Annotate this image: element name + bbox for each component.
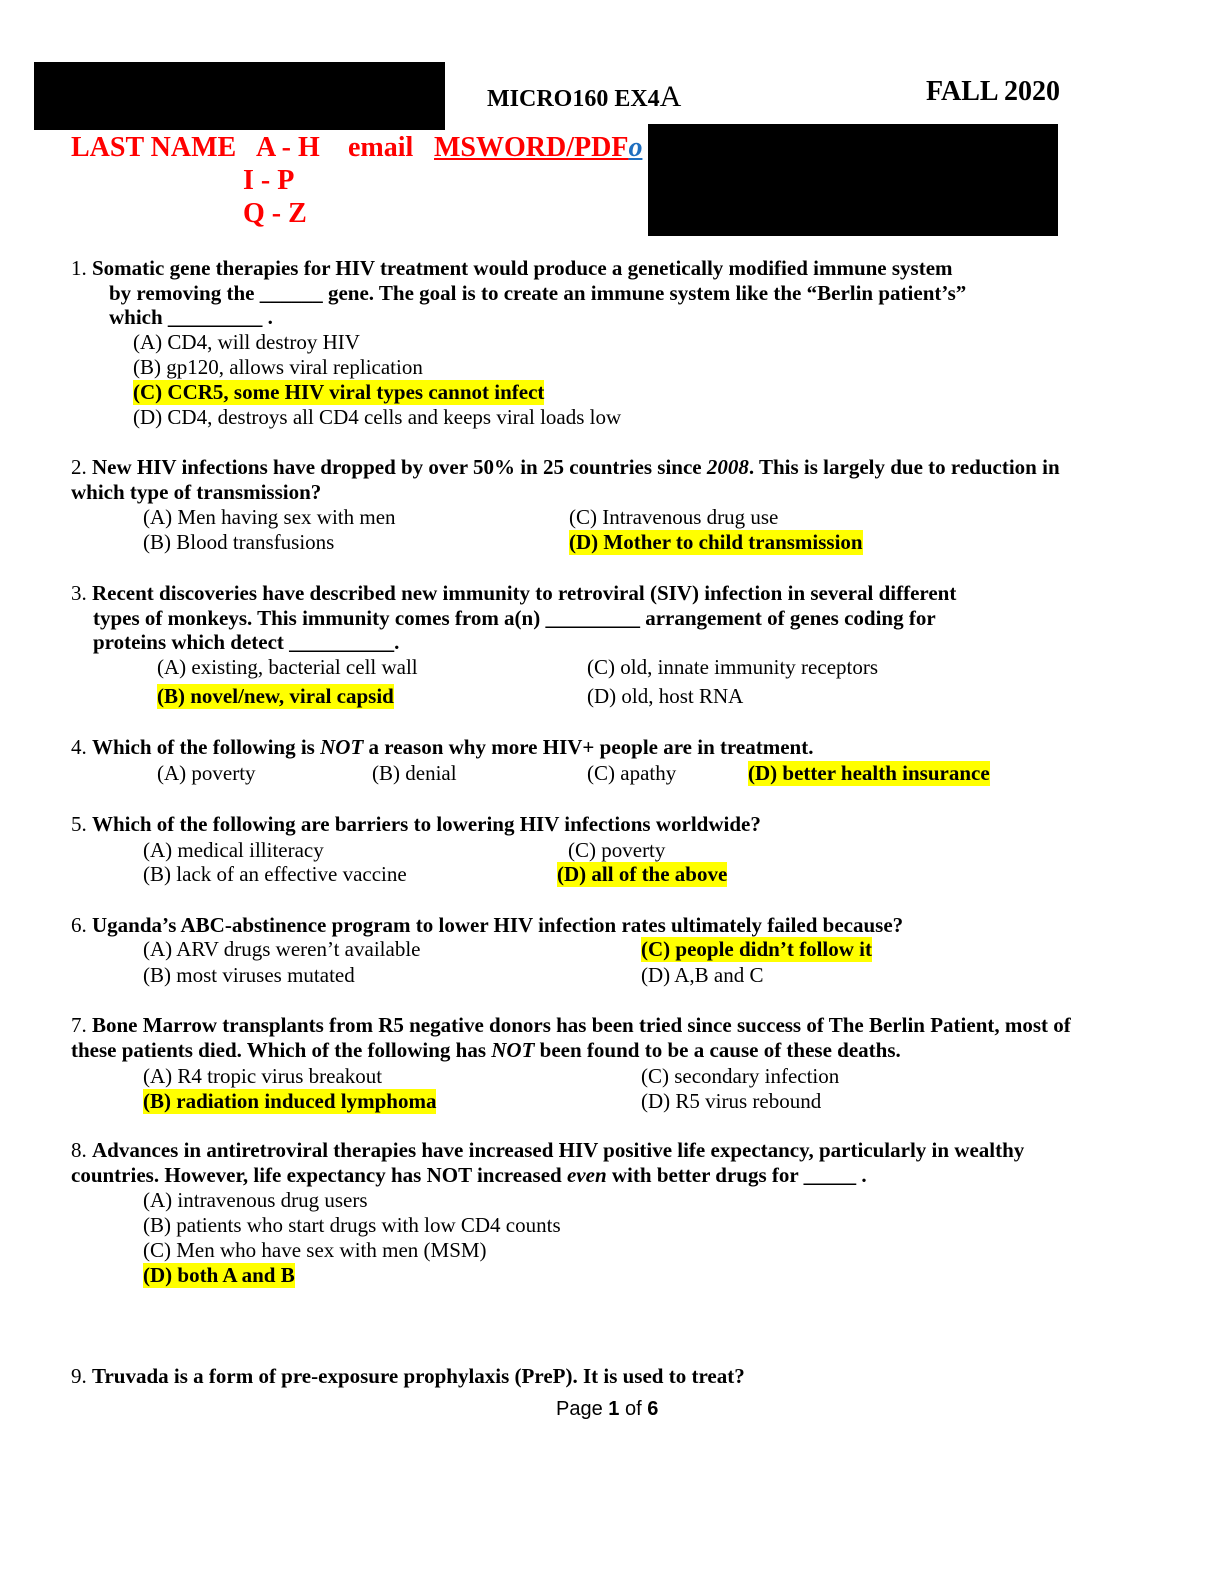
answer-option: (C) secondary infection: [641, 1064, 840, 1088]
answer-option: (B) denial: [372, 761, 457, 785]
answer-option-correct: (D) all of the above: [557, 862, 728, 886]
question-text: by removing the ______ gene. The goal is to create an immune system like the “Berlin patient’s”: [109, 281, 967, 305]
answer-option-correct: (C) people didn’t follow it: [641, 937, 872, 961]
redacted-block-top-left: [34, 62, 445, 130]
page-number: 1: [608, 1398, 620, 1420]
question-number: 2.: [71, 455, 87, 479]
question-3: [71, 581, 956, 606]
email-label: email: [348, 132, 414, 163]
question-number: 4.: [71, 735, 87, 759]
answer-option: (D) old, host RNA: [587, 684, 744, 708]
answer-option: (C) Men who have sex with men (MSM): [143, 1238, 487, 1262]
answer-option: (D) A,B and C: [641, 963, 764, 987]
question-8: [71, 1138, 1024, 1163]
answer-option: (C) old, innate immunity receptors: [587, 655, 879, 679]
answer-option: (C) Intravenous drug use: [569, 505, 779, 529]
answer-option: (A) CD4, will destroy HIV: [133, 330, 360, 354]
question-text: Bone Marrow transplants from R5 negative donors has been tried since success of The Berlin Patient, most of: [92, 1013, 1071, 1037]
of-label: of: [624, 1398, 642, 1420]
question-text: New HIV infections have dropped by over 50% in 25 countries since 2008. This is largely due to reduction in: [92, 455, 1060, 479]
answer-option: (A) Men having sex with men: [143, 505, 396, 529]
answer-option: (C) apathy: [587, 761, 677, 785]
question-text: Somatic gene therapies for HIV treatment would produce a genetically modified immune system: [92, 256, 953, 280]
range-i-p: I - P: [243, 165, 295, 196]
redacted-block-right: [648, 124, 1058, 236]
question-text: Truvada is a form of pre-exposure prophylaxis (PreP). It is used to treat?: [92, 1364, 745, 1388]
question-number: 7.: [71, 1013, 87, 1037]
question-text: these patients died. Which of the following has NOT been found to be a cause of these deaths.: [71, 1038, 901, 1062]
question-text: types of monkeys. This immunity comes from a(n) _________ arrangement of genes coding for: [93, 606, 936, 630]
answer-option-correct: (C) CCR5, some HIV viral types cannot infect: [133, 380, 545, 404]
answer-option-correct: (B) radiation induced lymphoma: [143, 1089, 437, 1113]
question-6: [71, 913, 903, 938]
question-text: proteins which detect __________.: [93, 630, 400, 654]
answer-option: (A) poverty: [157, 761, 256, 785]
answer-option: (A) existing, bacterial cell wall: [157, 655, 418, 679]
course-title: [487, 80, 681, 114]
answer-option-correct: (D) both A and B: [143, 1263, 295, 1287]
question-text: Recent discoveries have described new immunity to retroviral (SIV) infection in several different: [92, 581, 957, 605]
exam-letter: A: [659, 80, 682, 113]
answer-option: (A) medical illiteracy: [143, 838, 324, 862]
answer-option: (B) gp120, allows viral replication: [133, 355, 423, 379]
question-number: 6.: [71, 913, 87, 937]
question-number: 9.: [71, 1364, 87, 1388]
question-text: Which of the following is NOT a reason why more HIV+ people are in treatment.: [92, 735, 814, 759]
question-9: [71, 1364, 745, 1389]
answer-option: (C) poverty: [568, 838, 666, 862]
answer-option: (D) CD4, destroys all CD4 cells and keeps viral loads low: [133, 405, 622, 429]
link-text[interactable]: MSWORD/PDF: [434, 132, 629, 163]
answer-option: (A) ARV drugs weren’t available: [143, 937, 421, 961]
answer-option: (B) most viruses mutated: [143, 963, 355, 987]
question-text: which type of transmission?: [71, 480, 322, 504]
question-2: [71, 455, 1060, 480]
question-7: [71, 1013, 1071, 1038]
answer-option-correct: (B) novel/new, viral capsid: [157, 684, 394, 708]
answer-option: (B) lack of an effective vaccine: [143, 862, 407, 886]
answer-option-correct: (D) Mother to child transmission: [569, 530, 863, 554]
answer-option-correct: (D) better health insurance: [748, 761, 990, 785]
question-1: [71, 256, 953, 281]
question-number: 5.: [71, 812, 87, 836]
course-code: MICRO160 EX4: [487, 86, 660, 112]
question-number: 3.: [71, 581, 87, 605]
question-number: 1.: [71, 256, 87, 280]
answer-option: (B) patients who start drugs with low CD4 counts: [143, 1213, 561, 1237]
question-number: 8.: [71, 1138, 87, 1162]
answer-option: (D) R5 virus rebound: [641, 1089, 822, 1113]
answer-option: (A) intravenous drug users: [143, 1188, 368, 1212]
last-name-label: LAST NAME: [71, 132, 237, 163]
submission-link[interactable]: [434, 132, 642, 164]
link-tail[interactable]: o: [628, 132, 643, 163]
range-q-z: Q - Z: [243, 198, 307, 229]
question-text: which _________ .: [109, 305, 273, 329]
term-label: FALL 2020: [926, 76, 1061, 107]
question-5: [71, 812, 761, 837]
question-4: [71, 735, 813, 760]
page-total: 6: [647, 1398, 659, 1420]
page-footer: [556, 1398, 658, 1421]
answer-option: (B) Blood transfusions: [143, 530, 335, 554]
question-text: Which of the following are barriers to lowering HIV infections worldwide?: [92, 812, 761, 836]
page-label: Page: [556, 1398, 603, 1420]
answer-option: (A) R4 tropic virus breakout: [143, 1064, 383, 1088]
question-text: Advances in antiretroviral therapies have increased HIV positive life expectancy, particularly in wealthy: [92, 1138, 1025, 1162]
question-text: countries. However, life expectancy has NOT increased even with better drugs for _____ .: [71, 1163, 867, 1187]
question-text: Uganda’s ABC-abstinence program to lower HIV infection rates ultimately failed because?: [92, 913, 904, 937]
range-a-h: A - H: [256, 132, 320, 163]
